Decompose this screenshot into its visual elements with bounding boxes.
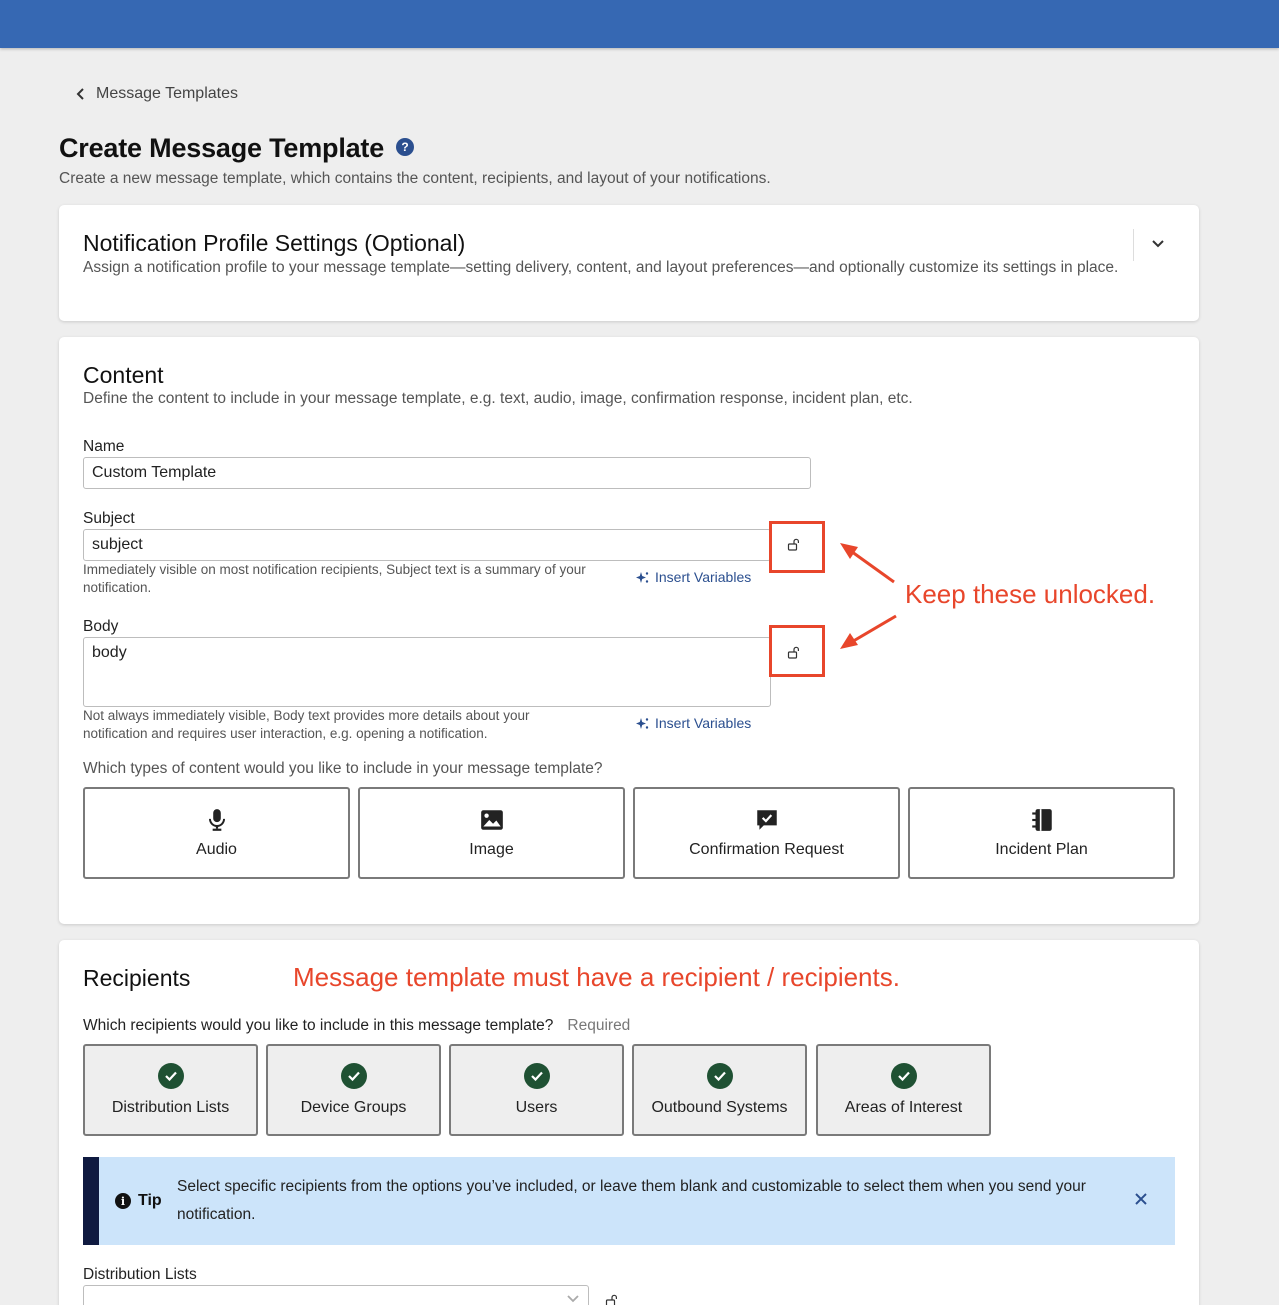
unlock-icon (787, 646, 801, 660)
body-insert-variables-button[interactable] (636, 715, 751, 731)
recipient-option-users[interactable] (449, 1044, 624, 1136)
divider (1133, 229, 1134, 261)
check-circle-icon (524, 1063, 550, 1089)
recipient-option-areas-of-interest[interactable] (816, 1044, 991, 1136)
close-icon (1135, 1193, 1147, 1205)
recipient-option-distribution-lists[interactable] (83, 1044, 258, 1136)
name-input[interactable] (83, 457, 811, 489)
annotation-lock-note: Keep these unlocked. (905, 579, 1156, 609)
unlock-icon (605, 1294, 619, 1305)
info-icon: i (115, 1193, 131, 1209)
subject-helper-text: Immediately visible on most notification recipients, Subject text is a summary of your notification. (83, 562, 586, 595)
insert-variables-label: Insert Variables (655, 715, 752, 731)
body-helper-text: Not always immediately visible, Body text provides more details about your notification and requires user interaction, e.g. opening a notification. (83, 708, 530, 741)
page-subtitle: Create a new message template, which contains the content, recipients, and layout of your notifications. (59, 170, 771, 187)
subject-input[interactable] (83, 529, 771, 561)
content-type-image[interactable] (358, 787, 625, 879)
tile-label: Image (469, 841, 514, 858)
confirmation-chat-icon (754, 807, 780, 833)
image-icon (479, 807, 505, 833)
page-title-row (59, 133, 414, 164)
notebook-icon (1029, 807, 1055, 833)
profile-section-description: Assign a notification profile to your message template—setting delivery, content, and layout preferences—and optionally customize its settings in place. (83, 259, 1119, 276)
recipients-question-text: Which recipients would you like to include in this message template? (83, 1017, 554, 1034)
subject-label: Subject (83, 510, 135, 527)
annotation-recipients-note: Message template must have a recipient / recipients. (293, 962, 900, 992)
content-type-audio[interactable] (83, 787, 350, 879)
chevron-down-icon (1151, 239, 1165, 249)
tile-label: Audio (196, 841, 237, 858)
page-title: Create Message Template (59, 133, 385, 163)
top-app-bar (0, 0, 1279, 48)
tile-label: Distribution Lists (111, 1099, 230, 1116)
distribution-lists-lock-toggle[interactable] (601, 1290, 623, 1305)
tip-label-text: Tip (138, 1192, 162, 1209)
sparkle-icon (636, 717, 649, 730)
distribution-lists-label: Distribution Lists (83, 1266, 197, 1283)
tile-label: Incident Plan (995, 841, 1088, 858)
recipients-section-title: Recipients (83, 965, 191, 991)
subject-insert-variables-button[interactable] (636, 569, 751, 585)
body-textarea[interactable] (83, 637, 771, 707)
content-card (59, 337, 1199, 924)
content-section-title: Content (83, 362, 164, 388)
check-circle-icon (158, 1063, 184, 1089)
check-circle-icon (341, 1063, 367, 1089)
tile-label: Device Groups (300, 1099, 407, 1116)
annotation-arrows (830, 535, 905, 655)
subject-lock-toggle[interactable] (783, 534, 805, 556)
recipient-option-device-groups[interactable] (266, 1044, 441, 1136)
dismiss-tip-button[interactable] (1131, 1189, 1151, 1209)
recipients-card (59, 940, 1199, 1305)
check-circle-icon (891, 1063, 917, 1089)
insert-variables-label: Insert Variables (655, 569, 752, 585)
profile-section-title: Notification Profile Settings (Optional) (83, 230, 466, 256)
sparkle-icon (636, 571, 649, 584)
unlock-icon (787, 538, 801, 552)
content-type-incident-plan[interactable] (908, 787, 1175, 879)
content-type-confirmation-request[interactable] (633, 787, 900, 879)
tip-banner (83, 1157, 1175, 1245)
tile-label: Confirmation Request (689, 841, 844, 858)
tile-label: Users (515, 1099, 558, 1116)
breadcrumb-label: Message Templates (96, 85, 238, 102)
expand-profile-button[interactable] (1147, 233, 1169, 255)
check-circle-icon (707, 1063, 733, 1089)
tile-label: Areas of Interest (844, 1099, 963, 1116)
content-section-description: Define the content to include in your message template, e.g. text, audio, image, confirmation response, incident plan, etc. (83, 390, 913, 407)
body-lock-toggle[interactable] (783, 642, 805, 664)
notification-profile-card (59, 205, 1199, 321)
recipient-option-outbound-systems[interactable] (632, 1044, 807, 1136)
tile-label: Outbound Systems (651, 1099, 788, 1116)
body-label: Body (83, 618, 119, 635)
recipients-question (83, 1017, 630, 1035)
microphone-icon (204, 807, 230, 833)
chevron-down-icon (566, 1294, 580, 1304)
distribution-lists-select[interactable] (83, 1285, 589, 1305)
help-icon[interactable]: ? (396, 138, 414, 156)
chevron-left-icon (74, 87, 88, 101)
tip-label (115, 1192, 177, 1210)
required-indicator: Required (567, 1017, 631, 1034)
content-types-question: Which types of content would you like to include in your message template? (83, 760, 603, 777)
name-label: Name (83, 438, 125, 455)
breadcrumb-back-link[interactable] (74, 85, 238, 103)
tip-text: Select specific recipients from the options you’ve included, or leave them blank and customizable to select them when you send your notification. (177, 1178, 1086, 1223)
